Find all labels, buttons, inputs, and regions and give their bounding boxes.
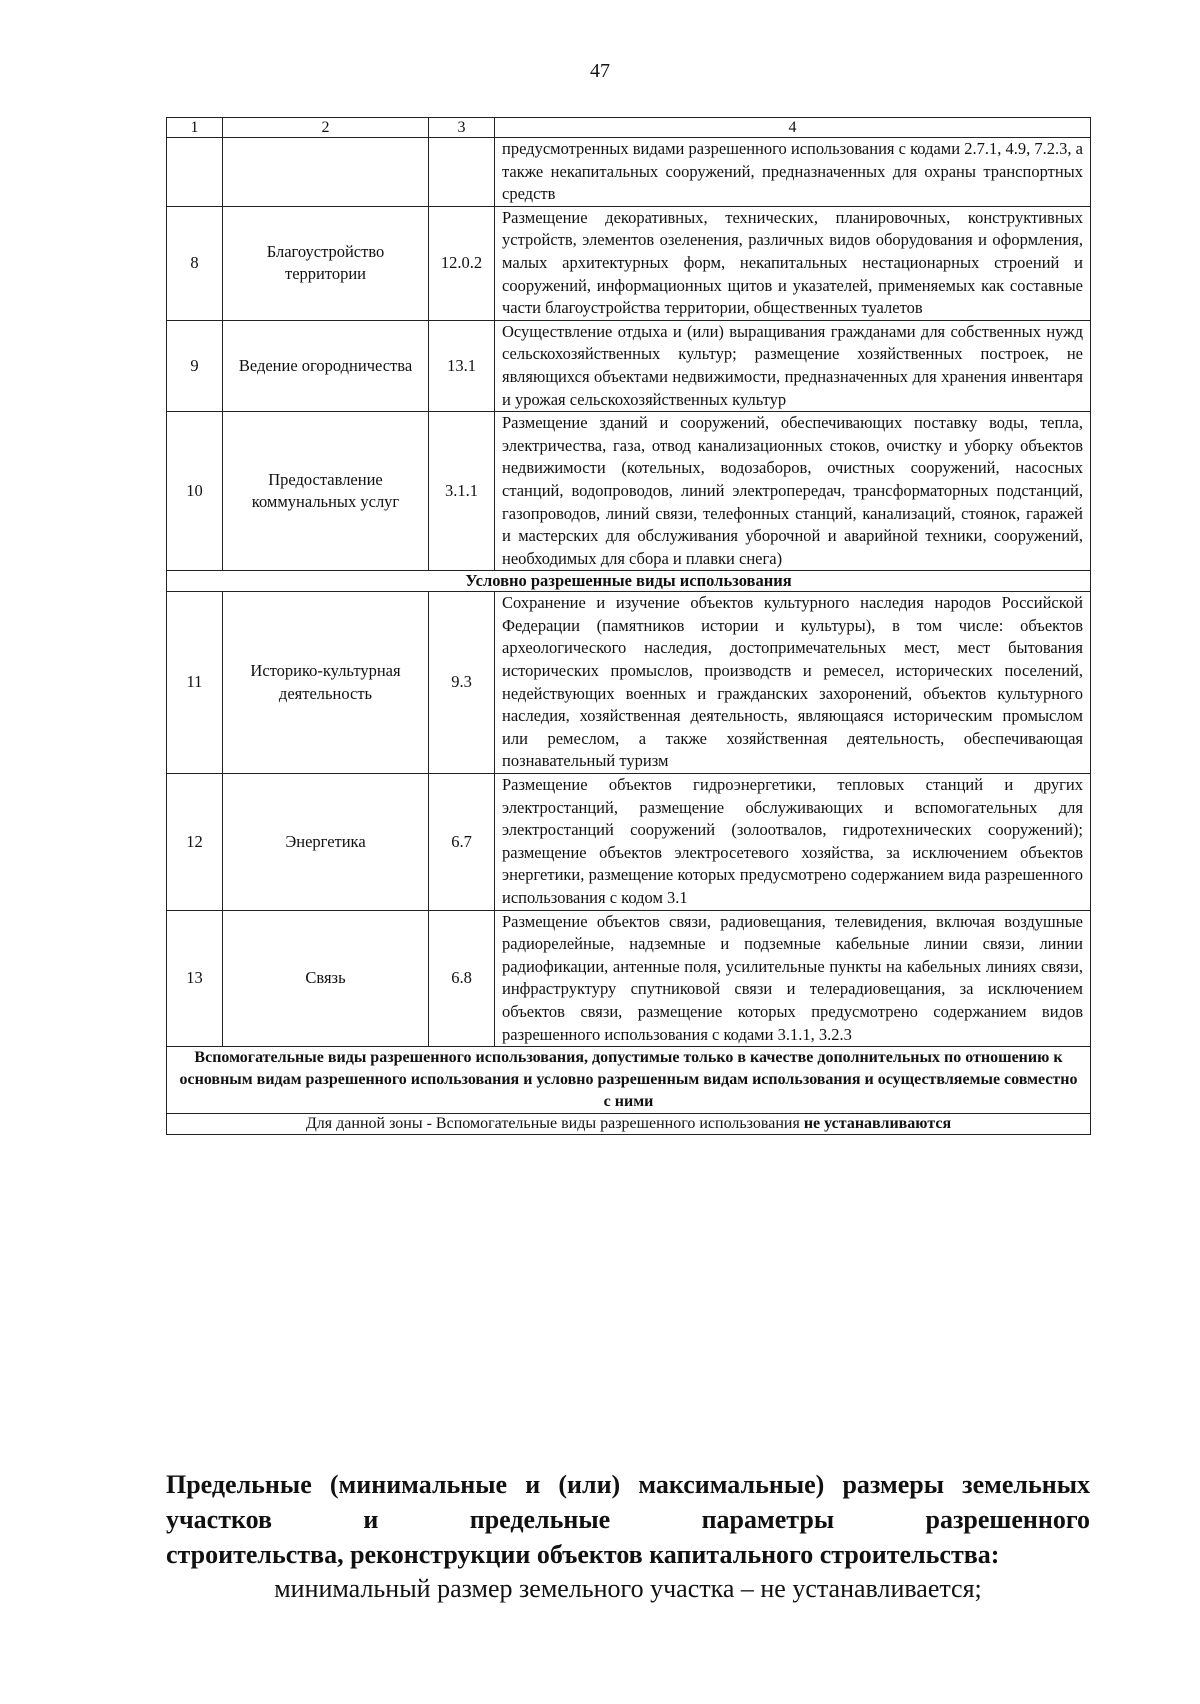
empty-cell [223,138,429,207]
land-use-table [166,117,1091,1135]
table-row [167,320,1091,411]
section-heading [166,1467,1090,1572]
table-row [167,774,1091,911]
use-description: Осуществление отдыха и (или) выращивания гражданами для собственных нужд сельскохозяйственных культур; размещение хозяйственных построек, не являющихся объектами недвижимости, предназначенных для хранения инвентаря и урожая сельскохозяйственных культур [495,320,1091,411]
use-code: 12.0.2 [429,206,495,320]
use-description: Размещение зданий и сооружений, обеспечивающих поставку воды, тепла, электричества, газа, отвод канализационных стоков, очистку и уборку объектов недвижимости (котельных, водозаборов, очистных сооружений, насосных станций, водопроводов, линий электропередач, трансформаторных подстанций, газопроводов, линий связи, телефонных станций, канализаций, стоянок, гаражей и мастерских для обслуживания уборочной и аварийной техники, сооружений, необходимых для сбора и плавки снега) [495,412,1091,571]
header-cell-3: 3 [429,118,495,138]
page-number: 47 [590,60,610,82]
final-note-bold: не устанавливаются [803,1115,952,1133]
use-name: Ведение огородничества [223,320,429,411]
row-number: 12 [167,774,223,911]
use-name: Предоставление коммунальных услуг [223,412,429,571]
empty-cell [167,138,223,207]
use-description: Размещение декоративных, технических, планировочных, конструктивных устройств, элементов озеленения, различных видов оборудования и оформления, малых архитектурных форм, некапитальных нестационарных строений и сооружений, информационных щитов и указателей, применяемых как составные части благоустройства территории, общественных туалетов [495,206,1091,320]
row-number: 9 [167,320,223,411]
use-code: 3.1.1 [429,412,495,571]
final-note-prefix: Для данной зоны - Вспомогательные виды разрешенного использования [305,1115,804,1133]
use-description: Размещение объектов связи, радиовещания, телевидения, включая воздушные радиорелейные, надземные и подземные кабельные линии связи, линии радиофикации, антенные поля, усилительные пункты на кабельных линиях связи, инфраструктуру спутниковой связи и телерадиовещания, за исключением объектов связи, размещение которых предусмотрено содержанием видов разрешенного использования с кодами 3.1.1, 3.2.3 [495,910,1091,1047]
use-name: Связь [223,910,429,1047]
section-row [167,571,1091,592]
header-cell-4: 4 [495,118,1091,138]
table-row [167,412,1091,571]
use-description: Размещение объектов гидроэнергетики, тепловых станций и других электростанций, размещение обслуживающих и вспомогательных для электростанций сооружений (золоотвалов, гидротехнических сооружений); размещение объектов электросетевого хозяйства, за исключением объектов энергетики, размещение которых предусмотрено содержанием вида разрешенного использования с кодом 3.1 [495,774,1091,911]
aux-section-title: Вспомогательные виды разрешенного использования, допустимые только в качестве дополнительных по отношению к основным видам разрешенного использования и условно разрешенным видам использования и осуществляемые совместно с ними [167,1047,1091,1114]
use-name: Энергетика [223,774,429,911]
section-heading-main: Предельные (минимальные и (или) максимальные) размеры земельных участков и предельные параметры разрешенного [166,1470,1090,1534]
use-code: 9.3 [429,592,495,774]
aux-section-row [167,1047,1091,1114]
table-row [167,592,1091,774]
table-row [167,910,1091,1047]
header-row [167,118,1091,138]
final-row [167,1114,1091,1135]
min-plot-size-text: минимальный размер земельного участка – не устанавливается; [274,1574,982,1603]
use-code: 6.8 [429,910,495,1047]
row-number: 8 [167,206,223,320]
section-heading-last-line: строительства, реконструкции объектов капитального строительства: [166,1540,1000,1569]
continuation-description: предусмотренных видами разрешенного использования с кодами 2.7.1, 4.9, 7.2.3, а также некапитальных сооружений, предназначенных для охраны транспортных средств [495,138,1091,207]
header-cell-2: 2 [223,118,429,138]
empty-cell [429,138,495,207]
section-title-conditional: Условно разрешенные виды использования [167,571,1091,592]
use-name: Благоустройство территории [223,206,429,320]
row-number: 13 [167,910,223,1047]
row-number: 11 [167,592,223,774]
row-number: 10 [167,412,223,571]
use-code: 13.1 [429,320,495,411]
use-name: Историко-культурная деятельность [223,592,429,774]
header-cell-1: 1 [167,118,223,138]
final-note [167,1114,1091,1135]
continuation-row [167,138,1091,207]
use-code: 6.7 [429,774,495,911]
table-row [167,206,1091,320]
use-description: Сохранение и изучение объектов культурного наследия народов Российской Федерации (памятников истории и культуры), в том числе: объектов археологического наследия, достопримечательных мест, мест бытования исторических промыслов, производств и ремесел, исторических поселений, недействующих военных и гражданских захоронений, объектов культурного наследия, хозяйственная деятельность, являющаяся историческим промыслом или ремеслом, а также хозяйственная деятельность, обеспечивающая познавательный туризм [495,592,1091,774]
